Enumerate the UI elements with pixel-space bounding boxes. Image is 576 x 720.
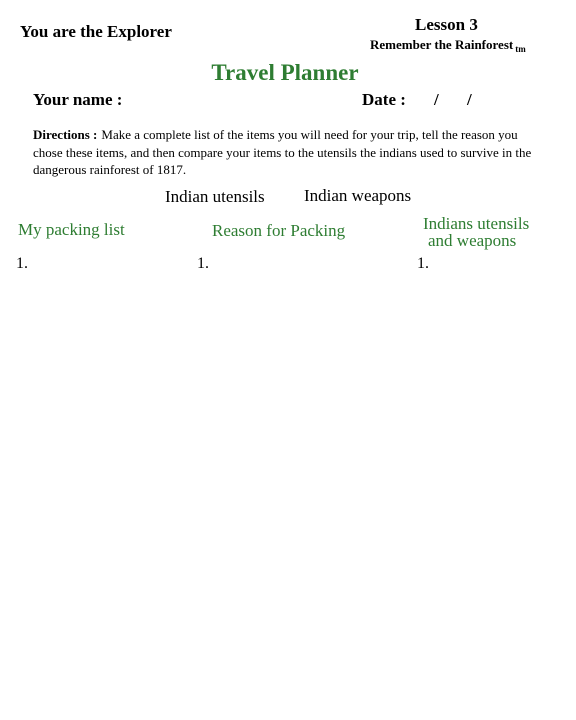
option-indian-weapons: Indian weapons <box>304 186 412 205</box>
name-label: Your name : <box>33 90 123 109</box>
date-separator-2: / <box>467 90 472 109</box>
lesson-number: Lesson 3 <box>415 15 478 34</box>
list-number: 1. <box>197 255 209 272</box>
explorer-title: You are the Explorer <box>20 22 172 41</box>
date-separator-1: / <box>434 90 439 109</box>
column-heading-indian-items <box>423 215 529 249</box>
subtitle-text: Remember the Rainforest <box>370 37 514 52</box>
trademark-mark: tm <box>515 44 526 54</box>
option-indian-utensils: Indian utensils <box>165 187 265 206</box>
list-number: 1. <box>16 255 28 272</box>
date-label: Date : <box>362 90 406 109</box>
page-title: Travel Planner <box>211 60 359 85</box>
column-heading-reason: Reason for Packing <box>212 221 346 240</box>
directions-block <box>33 126 533 179</box>
list-number: 1. <box>417 255 429 272</box>
lesson-subtitle <box>370 37 526 54</box>
column-heading-packing-list: My packing list <box>18 220 125 239</box>
directions-text: Make a complete list of the items you will need for your trip, tell the reason you chose these items, and then compare your items to the utensils the indians used to survive in the dangerous rainforest of 1817. <box>33 127 532 177</box>
directions-label: Directions : <box>33 127 98 142</box>
column-heading-line-1: Indians utensils <box>423 214 530 233</box>
column-heading-line-2: and weapons <box>428 231 517 250</box>
